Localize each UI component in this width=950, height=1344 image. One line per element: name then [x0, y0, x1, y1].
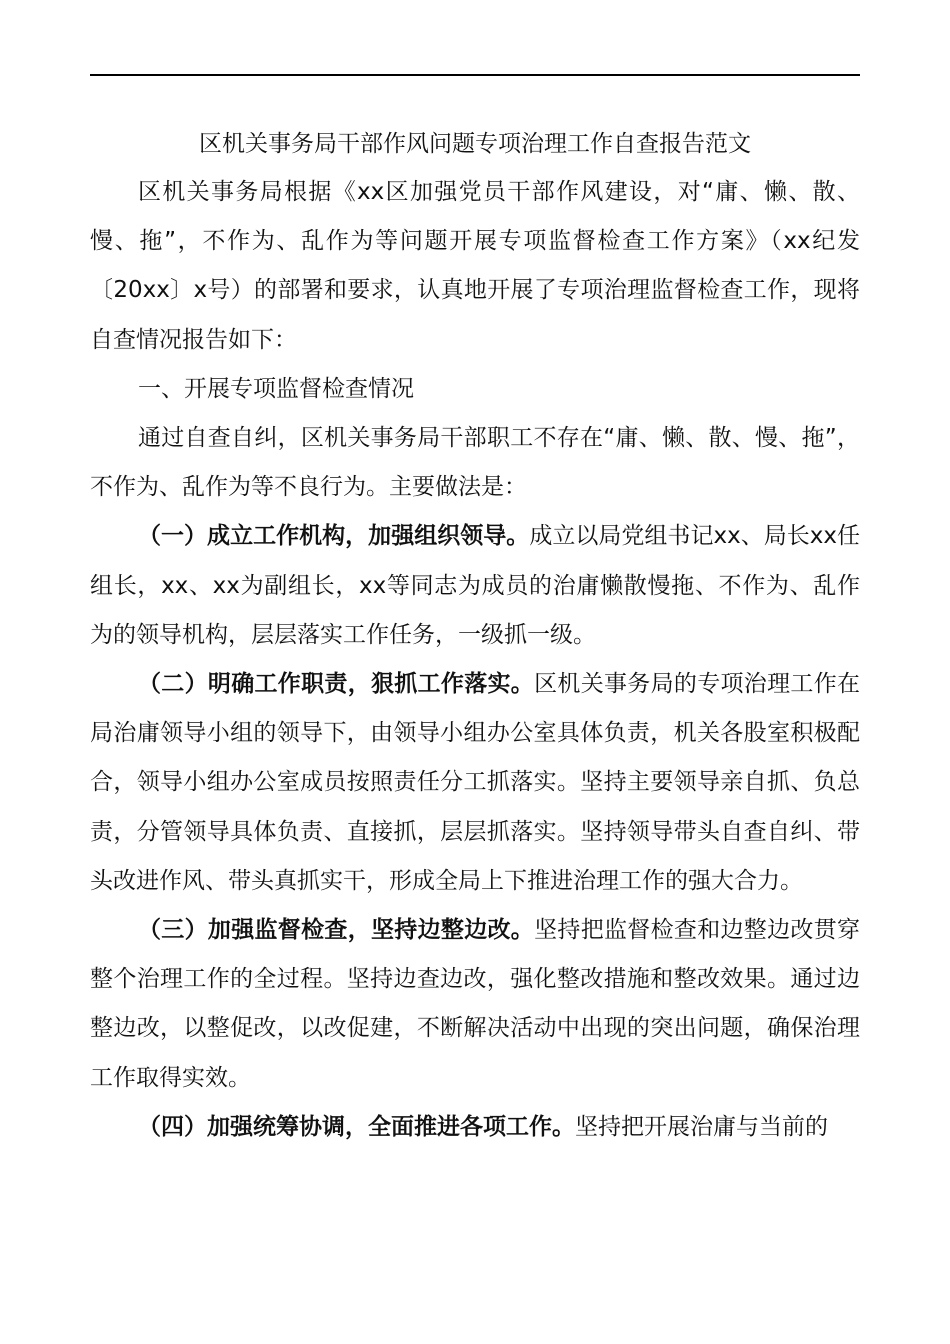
item-lead-1: （一）成立工作机构，加强组织领导。 — [138, 523, 530, 550]
document-title: 区机关事务局干部作风问题专项治理工作自查报告范文 — [199, 131, 751, 157]
item-body-3: 坚持把监督检查和边整边改贯穿整个治理工作的全过程。坚持边查边改，强化整改措施和整改效果。通过边整边改，以整促改，以改促建，不断解决活动中出现的突出问题，确保治理工作取得实效。 — [90, 917, 861, 1091]
item-lead-4: （四）加强统筹协调，全面推进各项工作。 — [138, 1113, 575, 1140]
section-heading-1: 一、开展专项监督检查情况 — [138, 375, 414, 402]
document-body — [90, 120, 860, 1152]
item-paragraph-4 — [90, 1103, 860, 1152]
item-lead-3: （三）加强监督检查，坚持边整边改。 — [138, 917, 535, 944]
section-intro-paragraph: 通过自查自纠，区机关事务局干部职工不存在“庸、懒、散、慢、拖”，不作为、乱作为等不良行为。主要做法是： — [90, 425, 860, 501]
item-paragraph-3 — [90, 906, 860, 1103]
item-paragraph-2 — [90, 660, 860, 906]
intro-paragraph: 区机关事务局根据《xx区加强党员干部作风建设，对“庸、懒、散、慢、拖”，不作为、乱作为等问题开展专项监督检查工作方案》（xx纪发〔20xx〕x号）的部署和要求，认真地开展了专项治理监督检查工作，现将自查情况报告如下： — [90, 179, 860, 353]
item-paragraph-1 — [90, 512, 860, 660]
item-body-2: 区机关事务局的专项治理工作在局治庸领导小组的领导下，由领导小组办公室具体负责，机关各股室积极配合，领导小组办公室成员按照责任分工抓落实。坚持主要领导亲自抓、负总责，分管领导具体负责、直接抓，层层抓落实。坚持领导带头自查自纠、带头改进作风、带头真抓实干，形成全局上下推进治理工作的强大合力。 — [90, 671, 861, 894]
item-body-1: 成立以局党组书记xx、局长xx任组长，xx、xx为副组长，xx等同志为成员的治庸懒散慢拖、不作为、乱作为的领导机构，层层落实工作任务，一级抓一级。 — [90, 523, 860, 648]
item-body-4: 坚持把开展治庸与当前的 — [575, 1113, 828, 1140]
header-rule — [90, 74, 860, 76]
item-lead-2: （二）明确工作职责，狠抓工作落实。 — [138, 671, 535, 698]
